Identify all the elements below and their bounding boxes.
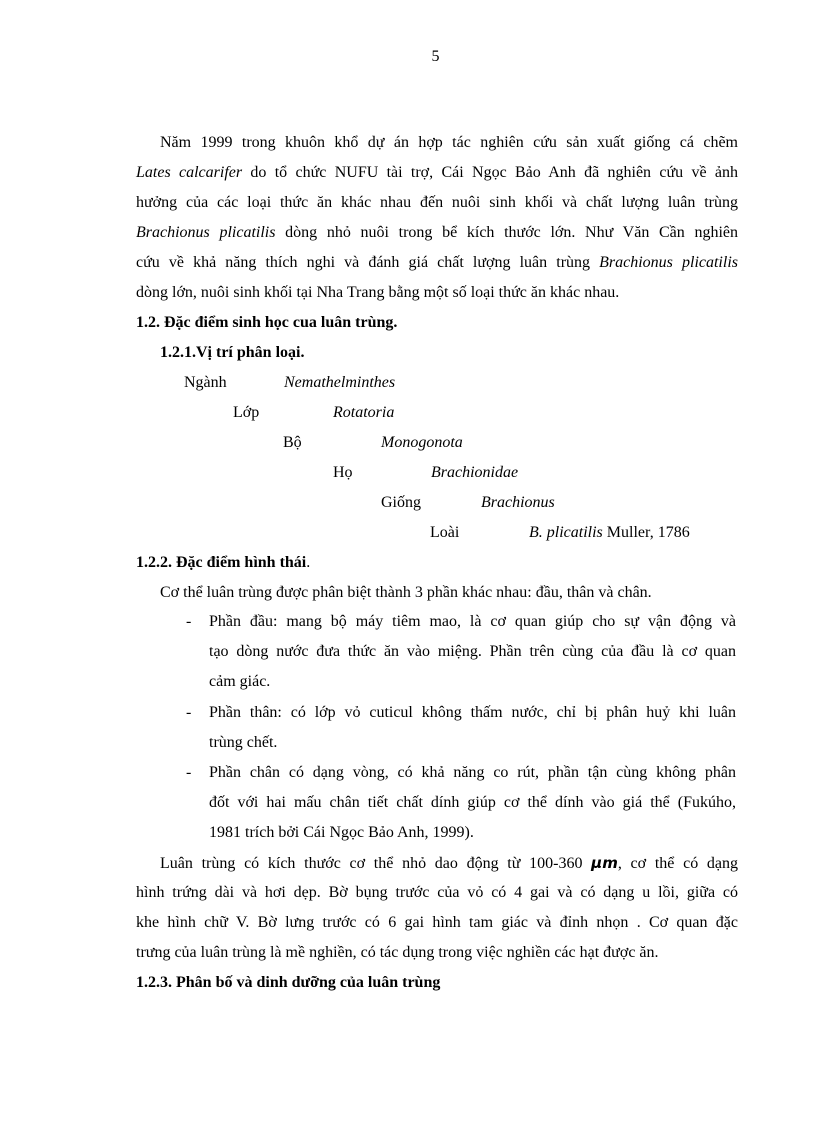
taxonomy-name: Monogonota [381, 434, 463, 451]
page-number: 5 [431, 48, 440, 65]
text-line: dòng lớn, nuôi sinh khối tại Nha Trang bằng một số loại thức ăn khác nhau. [136, 284, 620, 301]
taxonomy-name: Brachionus [481, 494, 555, 511]
text-line: hưởng của các loại thức ăn khác nhau đến nuôi sinh khối và chất lượng luân trùng [136, 194, 738, 211]
unit-label: µm [591, 854, 618, 872]
taxonomy-name: Rotatoria [333, 404, 395, 421]
bullet-text: tạo dòng nước đưa thức ăn vào miệng. Phần trên cùng của đầu là cơ quan [209, 643, 736, 660]
bullet-text: Phần thân: có lớp vỏ cuticul không thấm nước, chỉ bị phân huỷ khi luân [209, 704, 736, 721]
bullet-dash: - [186, 704, 192, 721]
text-span: cứu về khả năng thích nghi và đánh giá chất lượng luân trùng [136, 254, 600, 271]
text-line: trưng của luân trùng là mề nghiền, có tác dụng trong việc nghiền các hạt được ăn. [136, 944, 659, 961]
bullet-dash: - [186, 613, 192, 630]
bullet-text: Phần chân có dạng vòng, có khả năng co rút, phần tận cùng không phân [209, 764, 736, 781]
taxonomy-rank: Ngành [184, 374, 227, 391]
bullet-text: cảm giác. [209, 673, 271, 690]
section-heading-1-2-3: 1.2.3. Phân bố và dinh dưỡng của luân trùng [136, 974, 441, 991]
species-name: Brachionus plicatilis [136, 224, 276, 241]
taxonomy-rank: Bộ [283, 434, 302, 451]
section-heading-1-2-2 [136, 553, 310, 573]
bullet-dash: - [186, 764, 192, 781]
taxonomy-rank: Lớp [233, 404, 260, 421]
species-name: Brachionus plicatilis [599, 254, 738, 271]
section-heading-1-2: 1.2. Đặc điểm sinh học cua luân trùng. [136, 314, 398, 331]
text-line: Năm 1999 trong khuôn khổ dự án hợp tác nghiên cứu sản xuất giống cá chẽm [160, 134, 738, 151]
taxonomy-name [529, 523, 690, 543]
taxonomy-name: Brachionidae [431, 464, 519, 481]
taxonomy-rank: Loài [430, 524, 460, 541]
morph-intro: Cơ thể luân trùng được phân biệt thành 3 phần khác nhau: đầu, thân và chân. [160, 584, 652, 601]
text-line [136, 253, 738, 273]
heading-period: . [306, 554, 311, 571]
text-span: Luân trùng có kích thước cơ thể nhỏ dao động từ 100-360 [160, 855, 592, 872]
bullet-text: 1981 trích bởi Cái Ngọc Bảo Anh, 1999). [209, 824, 474, 841]
text-span: dòng nhỏ nuôi trong bể kích thước lớn. Như Văn Cần nghiên [275, 224, 738, 241]
text-span: do tổ chức NUFU tài trợ, Cái Ngọc Bảo Anh đã nghiên cứu về ảnh [242, 164, 738, 181]
bullet-text: trùng chết. [209, 734, 278, 751]
bullet-text: Phần đầu: mang bộ máy tiêm mao, là cơ quan giúp cho sự vận động và [209, 613, 736, 630]
taxonomy-name: Nemathelminthes [284, 374, 396, 391]
heading-text: 1.2.2. Đặc điểm hình thái [136, 554, 307, 571]
author-citation: Muller, 1786 [602, 524, 690, 541]
text-line [160, 853, 738, 874]
bullet-text: đốt với hai mấu chân tiết chất dính giúp cơ thể dính vào giá thể (Fukúho, [209, 794, 736, 811]
taxonomy-rank: Họ [333, 464, 353, 481]
species-name: Lates calcarifer [136, 164, 243, 181]
text-line [136, 163, 738, 183]
text-line: hình trứng dài và hơi dẹp. Bờ bụng trước của vỏ có 4 gai và có dạng u lồi, giữa có [136, 884, 738, 901]
species-name: B. plicatilis [529, 524, 603, 541]
taxonomy-rank: Giống [381, 494, 421, 511]
text-span: , cơ thể có dạng [617, 855, 738, 872]
text-line [136, 223, 738, 243]
section-heading-1-2-1: 1.2.1.Vị trí phân loại. [160, 344, 305, 361]
text-line: khe hình chữ V. Bờ lưng trước có 6 gai hình tam giác và đỉnh nhọn . Cơ quan đặc [136, 914, 738, 931]
